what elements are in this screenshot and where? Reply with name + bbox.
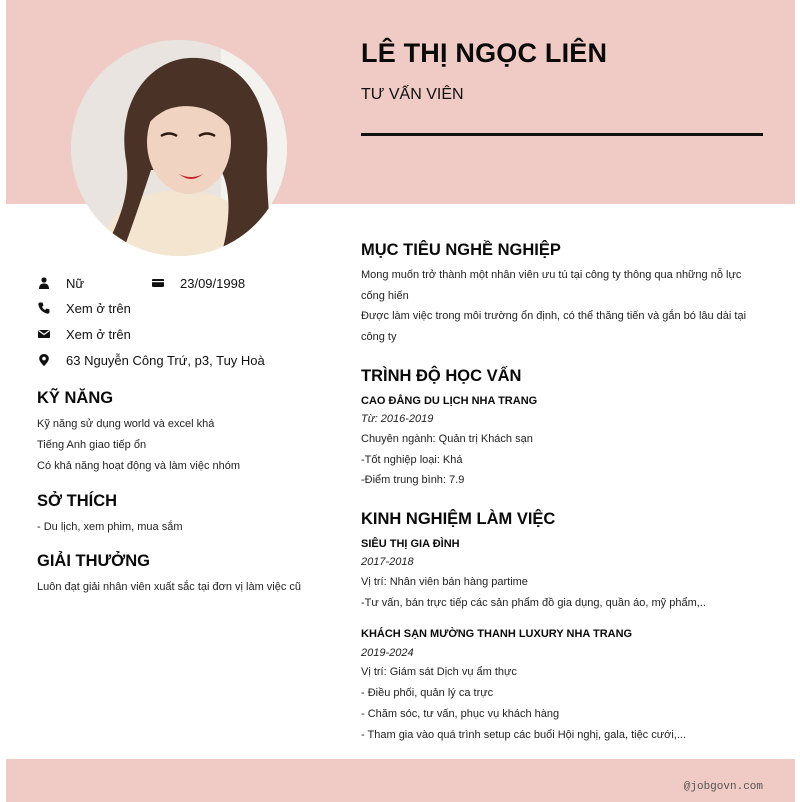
gender-row — [37, 273, 84, 293]
gender-value: Nữ — [66, 275, 85, 291]
school-name: CAO ĐẲNG DU LỊCH NHA TRANG — [361, 395, 538, 407]
skill-item: Tiếng Anh giao tiếp ổn — [37, 439, 147, 451]
hobbies-heading: SỞ THÍCH — [37, 492, 118, 510]
hobby-item: - Du lịch, xem phim, mua sắm — [37, 521, 183, 533]
education-heading: TRÌNH ĐỘ HỌC VẤN — [361, 367, 522, 385]
candidate-title: TƯ VẤN VIÊN — [361, 86, 464, 103]
job-line: - Chăm sóc, tư vấn, phục vụ khách hàng — [361, 708, 560, 720]
calendar-icon — [151, 276, 165, 290]
mail-icon — [37, 327, 51, 341]
dob-value: 23/09/1998 — [180, 275, 246, 291]
job-line: Vị trí: Nhân viên bán hàng partime — [361, 576, 528, 588]
job-line: - Tham gia vào quá trình setup các buổi Hội nghị, gala, tiệc cưới,... — [361, 729, 686, 741]
location-icon — [37, 353, 51, 367]
education-line: -Điểm trung bình: 7.9 — [361, 474, 465, 486]
phone-row — [37, 298, 131, 318]
objective-line: Được làm việc trong môi trường ổn định, có thể thăng tiến và gắn bó lâu dài tại — [361, 310, 747, 322]
job-period: 2017-2018 — [361, 556, 414, 568]
job-line: -Tư vấn, bán trực tiếp các sản phẩm đồ gia dụng, quần áo, mỹ phẩm,.. — [361, 597, 706, 609]
email-row — [37, 324, 131, 344]
phone-icon — [37, 301, 51, 315]
job-company: KHÁCH SẠN MƯỜNG THANH LUXURY NHA TRANG — [361, 628, 633, 640]
watermark: @jobgovn.com — [683, 781, 763, 793]
objective-line: công ty — [361, 331, 397, 343]
objective-line: Mong muốn trở thành một nhân viên ưu tú tại công ty thông qua những nỗ lực — [361, 269, 742, 281]
skills-heading: KỸ NĂNG — [37, 389, 114, 407]
profile-photo — [71, 40, 287, 256]
skill-item: Kỹ năng sử dụng world và excel khá — [37, 418, 215, 430]
objective-line: cống hiến — [361, 290, 409, 302]
job-line: - Điều phối, quản lý ca trực — [361, 687, 494, 699]
address-row — [37, 350, 265, 370]
candidate-name: LÊ THỊ NGỌC LIÊN — [361, 38, 608, 68]
phone-value: Xem ở trên — [66, 300, 131, 316]
job-company: SIÊU THỊ GIA ĐÌNH — [361, 538, 460, 550]
education-line: -Tốt nghiệp loại: Khá — [361, 454, 463, 466]
dob-row — [151, 273, 245, 293]
award-item: Luôn đạt giải nhân viên xuất sắc tại đơn vị làm việc cũ — [37, 581, 302, 593]
email-value: Xem ở trên — [66, 326, 131, 342]
footer-band — [6, 759, 795, 802]
job-period: 2019-2024 — [361, 647, 414, 659]
skill-item: Có khả năng hoạt động và làm việc nhóm — [37, 460, 241, 472]
education-line: Chuyên ngành: Quản trị Khách sạn — [361, 433, 533, 445]
awards-heading: GIẢI THƯỞNG — [37, 552, 151, 570]
header-divider — [361, 133, 763, 136]
job-line: Vị trí: Giám sát Dịch vụ ẩm thực — [361, 666, 517, 678]
person-icon — [37, 276, 51, 290]
objective-heading: MỤC TIÊU NGHỀ NGHIỆP — [361, 241, 561, 259]
education-period: Từ: 2016-2019 — [361, 413, 434, 425]
address-value: 63 Nguyễn Công Trứ, p3, Tuy Hoà — [66, 352, 265, 368]
experience-heading: KINH NGHIỆM LÀM VIỆC — [361, 510, 556, 528]
